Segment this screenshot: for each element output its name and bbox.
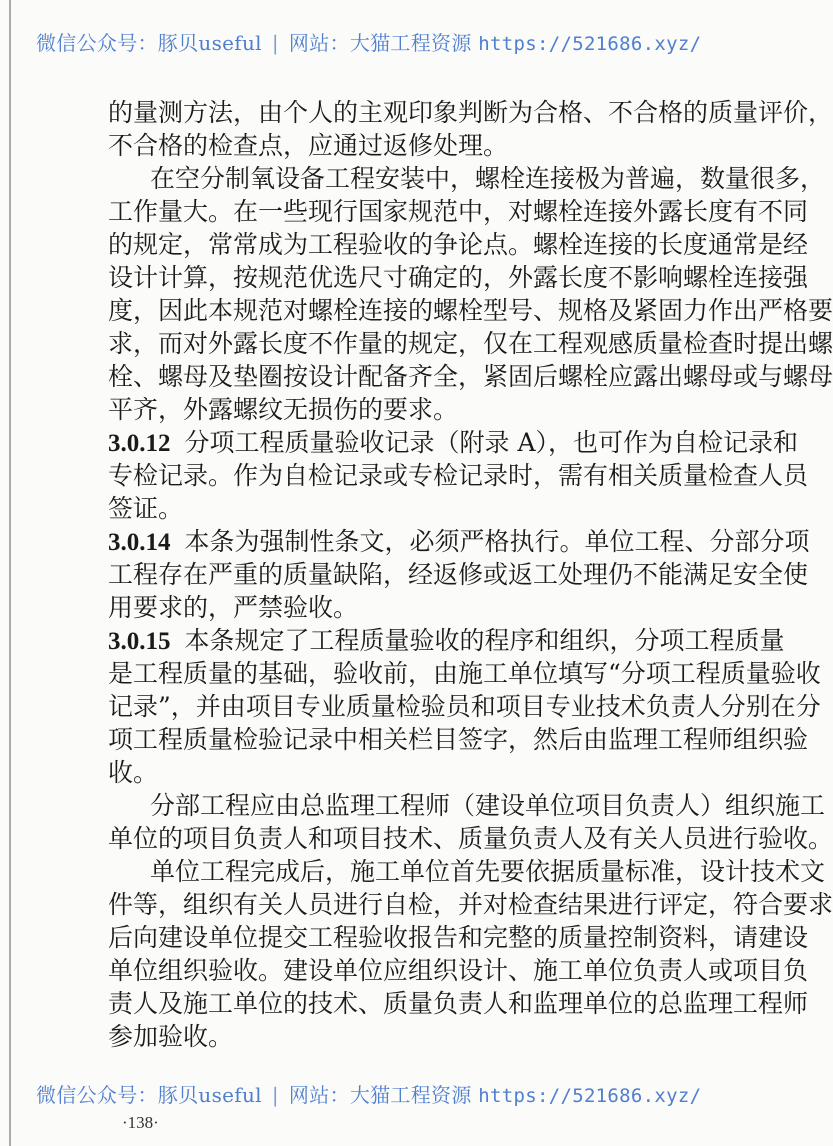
line-text: 平齐，外露螺纹无损伤的要求。	[108, 395, 459, 424]
text-line	[108, 393, 720, 426]
page-number: ·138·	[122, 1113, 159, 1132]
line-text: 项工程质量检验记录中相关栏目签字，然后由监理工程师组织验	[108, 725, 809, 754]
line-text: 设计计算，按规范优选尺寸确定的，外露长度不影响螺栓连接强	[108, 263, 809, 292]
line-text: 的量测方法，由个人的主观印象判断为合格、不合格的质量评价，	[108, 98, 833, 127]
clause-number: 3.0.15	[108, 628, 171, 655]
line-text: 件等，组织有关人员进行自检，并对检查结果进行评定，符合要求	[108, 890, 833, 919]
line-text: 求，而对外露长度不作量的规定，仅在工程观感质量检查时提出螺	[108, 329, 833, 358]
text-line	[108, 327, 833, 360]
text-line	[108, 96, 833, 129]
text-line	[108, 492, 720, 525]
watermark-account: 微信公众号：豚贝useful	[36, 1083, 262, 1107]
line-text: 不合格的检查点，应通过返修处理。	[108, 131, 509, 160]
watermark-top	[36, 30, 701, 57]
watermark-url: https://521686.xyz/	[478, 33, 702, 55]
line-text: 专检记录。作为自检记录或专检记录时，需有相关质量检查人员	[108, 461, 809, 490]
line-text: 收。	[108, 758, 159, 787]
line-text: 分部工程应由总监理工程师（建设单位项目负责人）组织施工	[150, 791, 826, 820]
text-line	[108, 921, 809, 954]
text-line	[108, 360, 833, 393]
text-line	[108, 558, 809, 591]
watermark-site: 网站：大猫工程资源	[288, 1083, 472, 1107]
clause-3-0-14	[108, 525, 810, 624]
line-text: 是工程质量的基础，验收前，由施工单位填写“分项工程质量验收	[108, 659, 821, 688]
text-line	[108, 162, 826, 195]
clause-3-0-15	[108, 624, 821, 789]
paragraph	[108, 162, 833, 426]
text-line	[108, 789, 826, 822]
line-text: 本条为强制性条文，必须严格执行。单位工程、分部分项	[184, 527, 810, 556]
clause-3-0-12	[108, 426, 809, 525]
text-line	[108, 987, 809, 1020]
text-line	[108, 690, 821, 723]
paragraph	[108, 789, 833, 855]
text-line	[108, 294, 833, 327]
line-text: 后向建设单位提交工程验收报告和完整的质量控制资料，请建设	[108, 923, 809, 952]
line-text: 参加验收。	[108, 1022, 234, 1051]
watermark-separator: |	[271, 1083, 279, 1107]
clause-number: 3.0.12	[108, 430, 171, 457]
paragraph	[108, 96, 833, 162]
line-text: 本条规定了工程质量验收的程序和组织，分项工程质量	[184, 626, 785, 655]
text-line	[108, 591, 720, 624]
line-text: 度，因此本规范对螺栓连接的螺栓型号、规格及紧固力作出严格要	[108, 296, 833, 325]
watermark-bottom	[36, 1082, 701, 1109]
text-line	[108, 723, 809, 756]
text-line	[108, 525, 810, 558]
text-line	[108, 624, 785, 657]
line-text: 的规定，常常成为工程验收的争论点。螺栓连接的长度通常是经	[108, 230, 809, 259]
document-body	[108, 96, 833, 1053]
line-text: 工作量大。在一些现行国家规范中，对螺栓连接外露长度有不同	[108, 197, 809, 226]
paragraph	[108, 855, 833, 1053]
text-line	[108, 888, 833, 921]
line-text: 责人及施工单位的技术、质量负责人和监理单位的总监理工程师	[108, 989, 809, 1018]
line-text: 栓、螺母及垫圈按设计配备齐全，紧固后螺栓应露出螺母或与螺母	[108, 362, 833, 391]
watermark-account: 微信公众号：豚贝useful	[36, 31, 262, 55]
watermark-separator: |	[271, 31, 279, 55]
line-text: 单位工程完成后，施工单位首先要依据质量标准，设计技术文	[150, 857, 826, 886]
line-text: 在空分制氧设备工程安装中，螺栓连接极为普遍，数量很多，	[150, 164, 826, 193]
line-text: 工程存在严重的质量缺陷，经返修或返工处理仍不能满足安全使	[108, 560, 809, 589]
scan-edge	[9, 0, 11, 1146]
text-line	[108, 129, 720, 162]
watermark-site: 网站：大猫工程资源	[288, 31, 472, 55]
text-line	[108, 195, 809, 228]
clause-number: 3.0.14	[108, 529, 171, 556]
text-line	[108, 855, 826, 888]
text-line	[108, 756, 720, 789]
text-line	[108, 1020, 720, 1053]
text-line	[108, 459, 809, 492]
text-line	[108, 657, 821, 690]
line-text: 分项工程质量验收记录（附录 A），也可作为自检记录和	[184, 428, 799, 457]
line-text: 单位的项目负责人和项目技术、质量负责人及有关人员进行验收。	[108, 824, 833, 853]
text-line	[108, 954, 809, 987]
text-line	[108, 822, 833, 855]
text-line	[108, 426, 799, 459]
line-text: 单位组织验收。建设单位应组织设计、施工单位负责人或项目负	[108, 956, 809, 985]
line-text: 记录”，并由项目专业质量检验员和项目专业技术负责人分别在分	[108, 692, 821, 721]
text-line	[108, 228, 809, 261]
watermark-url: https://521686.xyz/	[478, 1085, 702, 1107]
line-text: 用要求的，严禁验收。	[108, 593, 359, 622]
line-text: 签证。	[108, 494, 184, 523]
text-line	[108, 261, 809, 294]
